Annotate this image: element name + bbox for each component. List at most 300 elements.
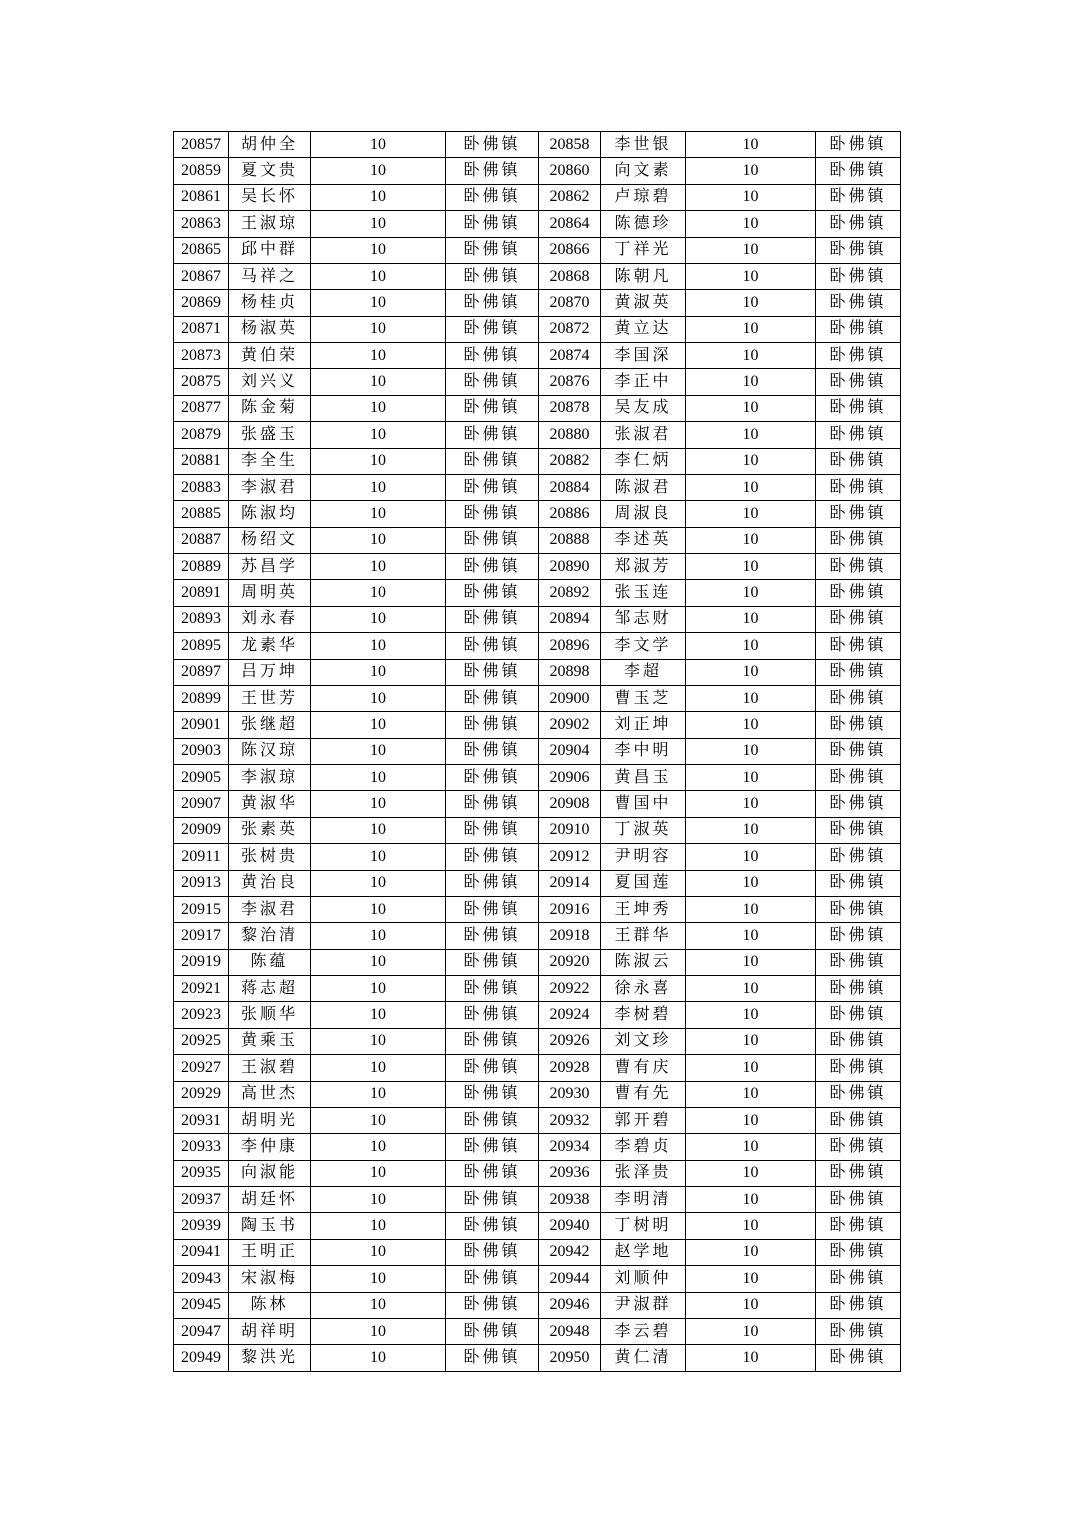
points-value: 10 [311,211,446,237]
points-value: 10 [686,712,816,738]
person-name: 王群华 [601,923,686,949]
table-row [174,1187,901,1213]
town-name: 卧佛镇 [446,448,539,474]
person-name: 邱中群 [229,237,311,263]
person-name: 丁淑英 [601,817,686,843]
points-value: 10 [311,448,446,474]
points-value: 10 [311,659,446,685]
town-name: 卧佛镇 [446,1318,539,1344]
town-name: 卧佛镇 [816,844,901,870]
serial-number: 20859 [174,158,229,184]
points-value: 10 [311,765,446,791]
town-name: 卧佛镇 [816,343,901,369]
points-value: 10 [686,1318,816,1344]
town-name: 卧佛镇 [446,923,539,949]
serial-number: 20873 [174,343,229,369]
serial-number: 20889 [174,554,229,580]
points-value: 10 [686,633,816,659]
points-value: 10 [311,712,446,738]
points-value: 10 [686,1002,816,1028]
points-value: 10 [686,1028,816,1054]
points-value: 10 [311,1028,446,1054]
points-value: 10 [311,738,446,764]
town-name: 卧佛镇 [446,158,539,184]
town-name: 卧佛镇 [816,580,901,606]
serial-number: 20887 [174,527,229,553]
person-name: 李淑君 [229,896,311,922]
points-value: 10 [311,1266,446,1292]
points-value: 10 [686,422,816,448]
person-name: 张树贵 [229,844,311,870]
serial-number: 20940 [539,1213,601,1239]
town-name: 卧佛镇 [816,1134,901,1160]
person-name: 陈淑云 [601,949,686,975]
points-value: 10 [311,976,446,1002]
points-value: 10 [686,474,816,500]
serial-number: 20878 [539,395,601,421]
town-name: 卧佛镇 [446,1345,539,1371]
table-row [174,870,901,896]
person-name: 陈金菊 [229,395,311,421]
person-name: 李仲康 [229,1134,311,1160]
serial-number: 20922 [539,976,601,1002]
town-name: 卧佛镇 [446,606,539,632]
table-row [174,474,901,500]
person-name: 曹国中 [601,791,686,817]
person-name: 黄仁清 [601,1345,686,1371]
points-value: 10 [311,422,446,448]
town-name: 卧佛镇 [816,817,901,843]
person-name: 张玉连 [601,580,686,606]
town-name: 卧佛镇 [446,422,539,448]
points-value: 10 [686,316,816,342]
points-value: 10 [686,606,816,632]
points-value: 10 [686,343,816,369]
town-name: 卧佛镇 [816,1345,901,1371]
serial-number: 20897 [174,659,229,685]
serial-number: 20857 [174,132,229,158]
person-name: 陈蕴 [229,949,311,975]
town-name: 卧佛镇 [446,1081,539,1107]
table-row [174,1134,901,1160]
person-name: 黄治良 [229,870,311,896]
town-name: 卧佛镇 [446,237,539,263]
serial-number: 20941 [174,1239,229,1265]
person-name: 李淑琼 [229,765,311,791]
town-name: 卧佛镇 [816,158,901,184]
points-value: 10 [686,395,816,421]
town-name: 卧佛镇 [816,1292,901,1318]
town-name: 卧佛镇 [816,474,901,500]
person-name: 胡仲全 [229,132,311,158]
points-value: 10 [311,1160,446,1186]
serial-number: 20949 [174,1345,229,1371]
town-name: 卧佛镇 [816,1028,901,1054]
points-value: 10 [311,369,446,395]
serial-number: 20883 [174,474,229,500]
points-value: 10 [686,580,816,606]
points-value: 10 [311,949,446,975]
serial-number: 20906 [539,765,601,791]
person-name: 胡廷怀 [229,1187,311,1213]
points-value: 10 [686,448,816,474]
serial-number: 20937 [174,1187,229,1213]
town-name: 卧佛镇 [816,633,901,659]
serial-number: 20920 [539,949,601,975]
serial-number: 20868 [539,263,601,289]
town-name: 卧佛镇 [446,1292,539,1318]
serial-number: 20915 [174,896,229,922]
points-value: 10 [686,1292,816,1318]
town-name: 卧佛镇 [446,1266,539,1292]
serial-number: 20894 [539,606,601,632]
town-name: 卧佛镇 [816,527,901,553]
town-name: 卧佛镇 [816,395,901,421]
town-name: 卧佛镇 [816,211,901,237]
person-name: 徐永喜 [601,976,686,1002]
serial-number: 20882 [539,448,601,474]
town-name: 卧佛镇 [816,290,901,316]
town-name: 卧佛镇 [446,263,539,289]
serial-number: 20895 [174,633,229,659]
table-row [174,659,901,685]
serial-number: 20919 [174,949,229,975]
person-name: 李中明 [601,738,686,764]
person-name: 张盛玉 [229,422,311,448]
points-value: 10 [311,791,446,817]
person-name: 赵学地 [601,1239,686,1265]
table-row [174,527,901,553]
points-value: 10 [686,923,816,949]
table-row [174,158,901,184]
table-row [174,765,901,791]
person-name: 曹有先 [601,1081,686,1107]
person-name: 曹有庆 [601,1055,686,1081]
serial-number: 20862 [539,184,601,210]
town-name: 卧佛镇 [816,923,901,949]
person-name: 李淑君 [229,474,311,500]
points-value: 10 [686,1239,816,1265]
town-name: 卧佛镇 [816,184,901,210]
table-row [174,1266,901,1292]
town-name: 卧佛镇 [816,606,901,632]
person-name: 张顺华 [229,1002,311,1028]
points-value: 10 [311,132,446,158]
serial-number: 20946 [539,1292,601,1318]
serial-number: 20921 [174,976,229,1002]
town-name: 卧佛镇 [446,1002,539,1028]
town-name: 卧佛镇 [816,448,901,474]
town-name: 卧佛镇 [816,132,901,158]
person-name: 吴友成 [601,395,686,421]
serial-number: 20936 [539,1160,601,1186]
town-name: 卧佛镇 [816,765,901,791]
person-name: 向文素 [601,158,686,184]
town-name: 卧佛镇 [446,1107,539,1133]
serial-number: 20891 [174,580,229,606]
person-name: 王坤秀 [601,896,686,922]
serial-number: 20925 [174,1028,229,1054]
table-row [174,369,901,395]
serial-number: 20866 [539,237,601,263]
person-name: 陈淑均 [229,501,311,527]
serial-number: 20945 [174,1292,229,1318]
person-name: 陈德珍 [601,211,686,237]
points-value: 10 [311,527,446,553]
town-name: 卧佛镇 [446,896,539,922]
serial-number: 20909 [174,817,229,843]
person-name: 刘顺仲 [601,1266,686,1292]
points-value: 10 [311,896,446,922]
table-row [174,554,901,580]
serial-number: 20869 [174,290,229,316]
table-row [174,844,901,870]
person-name: 刘文珍 [601,1028,686,1054]
serial-number: 20931 [174,1107,229,1133]
serial-number: 20943 [174,1266,229,1292]
points-value: 10 [311,343,446,369]
person-name: 王淑琼 [229,211,311,237]
points-value: 10 [311,290,446,316]
serial-number: 20890 [539,554,601,580]
town-name: 卧佛镇 [446,1213,539,1239]
person-name: 陈汉琼 [229,738,311,764]
table-row [174,1002,901,1028]
table-row [174,896,901,922]
town-name: 卧佛镇 [816,659,901,685]
points-value: 10 [311,554,446,580]
town-name: 卧佛镇 [446,1028,539,1054]
serial-number: 20867 [174,263,229,289]
serial-number: 20860 [539,158,601,184]
town-name: 卧佛镇 [446,395,539,421]
person-name: 马祥之 [229,263,311,289]
town-name: 卧佛镇 [816,1002,901,1028]
person-name: 李正中 [601,369,686,395]
points-value: 10 [686,211,816,237]
points-value: 10 [686,659,816,685]
serial-number: 20947 [174,1318,229,1344]
points-value: 10 [311,1187,446,1213]
table-row [174,976,901,1002]
person-name: 李碧贞 [601,1134,686,1160]
town-name: 卧佛镇 [446,501,539,527]
town-name: 卧佛镇 [816,1081,901,1107]
person-name: 杨桂贞 [229,290,311,316]
points-value: 10 [686,1160,816,1186]
points-value: 10 [686,1345,816,1371]
points-value: 10 [686,1134,816,1160]
table-row [174,1318,901,1344]
table-row [174,606,901,632]
points-value: 10 [686,184,816,210]
person-name: 黄淑英 [601,290,686,316]
serial-number: 20950 [539,1345,601,1371]
serial-number: 20886 [539,501,601,527]
serial-number: 20880 [539,422,601,448]
points-value: 10 [311,1134,446,1160]
points-value: 10 [311,1107,446,1133]
person-name: 宋淑梅 [229,1266,311,1292]
table-row [174,923,901,949]
points-value: 10 [311,1239,446,1265]
person-name: 张泽贵 [601,1160,686,1186]
serial-number: 20917 [174,923,229,949]
serial-number: 20896 [539,633,601,659]
person-name: 黄昌玉 [601,765,686,791]
town-name: 卧佛镇 [446,685,539,711]
person-name: 陈淑君 [601,474,686,500]
town-name: 卧佛镇 [446,817,539,843]
table-row [174,1345,901,1371]
person-name: 郑淑芳 [601,554,686,580]
points-value: 10 [311,1055,446,1081]
serial-number: 20892 [539,580,601,606]
points-value: 10 [311,870,446,896]
table-row [174,685,901,711]
table-row [174,237,901,263]
points-value: 10 [311,316,446,342]
serial-number: 20876 [539,369,601,395]
serial-number: 20932 [539,1107,601,1133]
serial-number: 20910 [539,817,601,843]
person-name: 杨绍文 [229,527,311,553]
table-row [174,184,901,210]
points-value: 10 [686,1213,816,1239]
town-name: 卧佛镇 [446,765,539,791]
person-name: 龙素华 [229,633,311,659]
table-row [174,1107,901,1133]
table-row [174,633,901,659]
town-name: 卧佛镇 [446,1239,539,1265]
town-name: 卧佛镇 [446,1160,539,1186]
serial-number: 20864 [539,211,601,237]
serial-number: 20939 [174,1213,229,1239]
town-name: 卧佛镇 [446,949,539,975]
town-name: 卧佛镇 [446,290,539,316]
person-name: 黄立达 [601,316,686,342]
serial-number: 20927 [174,1055,229,1081]
table-row [174,738,901,764]
points-value: 10 [686,1187,816,1213]
serial-number: 20901 [174,712,229,738]
town-name: 卧佛镇 [446,976,539,1002]
person-name: 向淑能 [229,1160,311,1186]
points-value: 10 [686,1055,816,1081]
points-value: 10 [311,685,446,711]
points-value: 10 [686,290,816,316]
table-row [174,817,901,843]
person-name: 李仁炳 [601,448,686,474]
person-name: 李超 [601,659,686,685]
town-name: 卧佛镇 [816,263,901,289]
person-name: 丁祥光 [601,237,686,263]
person-name: 高世杰 [229,1081,311,1107]
points-value: 10 [311,263,446,289]
serial-number: 20911 [174,844,229,870]
person-name: 尹明容 [601,844,686,870]
town-name: 卧佛镇 [446,1187,539,1213]
points-value: 10 [311,1345,446,1371]
points-value: 10 [686,844,816,870]
table-row [174,1081,901,1107]
serial-number: 20923 [174,1002,229,1028]
serial-number: 20858 [539,132,601,158]
points-value: 10 [311,184,446,210]
person-name: 吴长怀 [229,184,311,210]
person-name: 吕万坤 [229,659,311,685]
table-row [174,290,901,316]
town-name: 卧佛镇 [816,949,901,975]
points-value: 10 [311,1318,446,1344]
town-name: 卧佛镇 [816,738,901,764]
town-name: 卧佛镇 [446,343,539,369]
serial-number: 20861 [174,184,229,210]
serial-number: 20934 [539,1134,601,1160]
serial-number: 20904 [539,738,601,764]
person-name: 黎洪光 [229,1345,311,1371]
person-name: 王明正 [229,1239,311,1265]
person-name: 郭开碧 [601,1107,686,1133]
serial-number: 20899 [174,685,229,711]
town-name: 卧佛镇 [446,870,539,896]
points-value: 10 [686,870,816,896]
points-value: 10 [311,1292,446,1318]
town-name: 卧佛镇 [446,316,539,342]
table-row [174,316,901,342]
table-row [174,712,901,738]
person-name: 张淑君 [601,422,686,448]
serial-number: 20893 [174,606,229,632]
town-name: 卧佛镇 [446,1055,539,1081]
person-name: 陈朝凡 [601,263,686,289]
person-name: 刘正坤 [601,712,686,738]
points-value: 10 [686,1107,816,1133]
town-name: 卧佛镇 [816,791,901,817]
town-name: 卧佛镇 [446,184,539,210]
table-row [174,949,901,975]
person-name: 夏文贵 [229,158,311,184]
person-name: 黄伯荣 [229,343,311,369]
serial-number: 20926 [539,1028,601,1054]
points-value: 10 [686,158,816,184]
serial-number: 20948 [539,1318,601,1344]
serial-number: 20888 [539,527,601,553]
points-value: 10 [686,791,816,817]
serial-number: 20885 [174,501,229,527]
person-name: 李树碧 [601,1002,686,1028]
serial-number: 20914 [539,870,601,896]
points-value: 10 [311,844,446,870]
serial-number: 20928 [539,1055,601,1081]
person-name: 胡明光 [229,1107,311,1133]
serial-number: 20918 [539,923,601,949]
points-value: 10 [686,976,816,1002]
points-value: 10 [686,949,816,975]
points-value: 10 [686,1081,816,1107]
serial-number: 20905 [174,765,229,791]
town-name: 卧佛镇 [816,1055,901,1081]
serial-number: 20870 [539,290,601,316]
person-name: 刘永春 [229,606,311,632]
serial-number: 20907 [174,791,229,817]
serial-number: 20903 [174,738,229,764]
town-name: 卧佛镇 [816,870,901,896]
serial-number: 20933 [174,1134,229,1160]
person-name: 刘兴义 [229,369,311,395]
serial-number: 20912 [539,844,601,870]
town-name: 卧佛镇 [816,501,901,527]
